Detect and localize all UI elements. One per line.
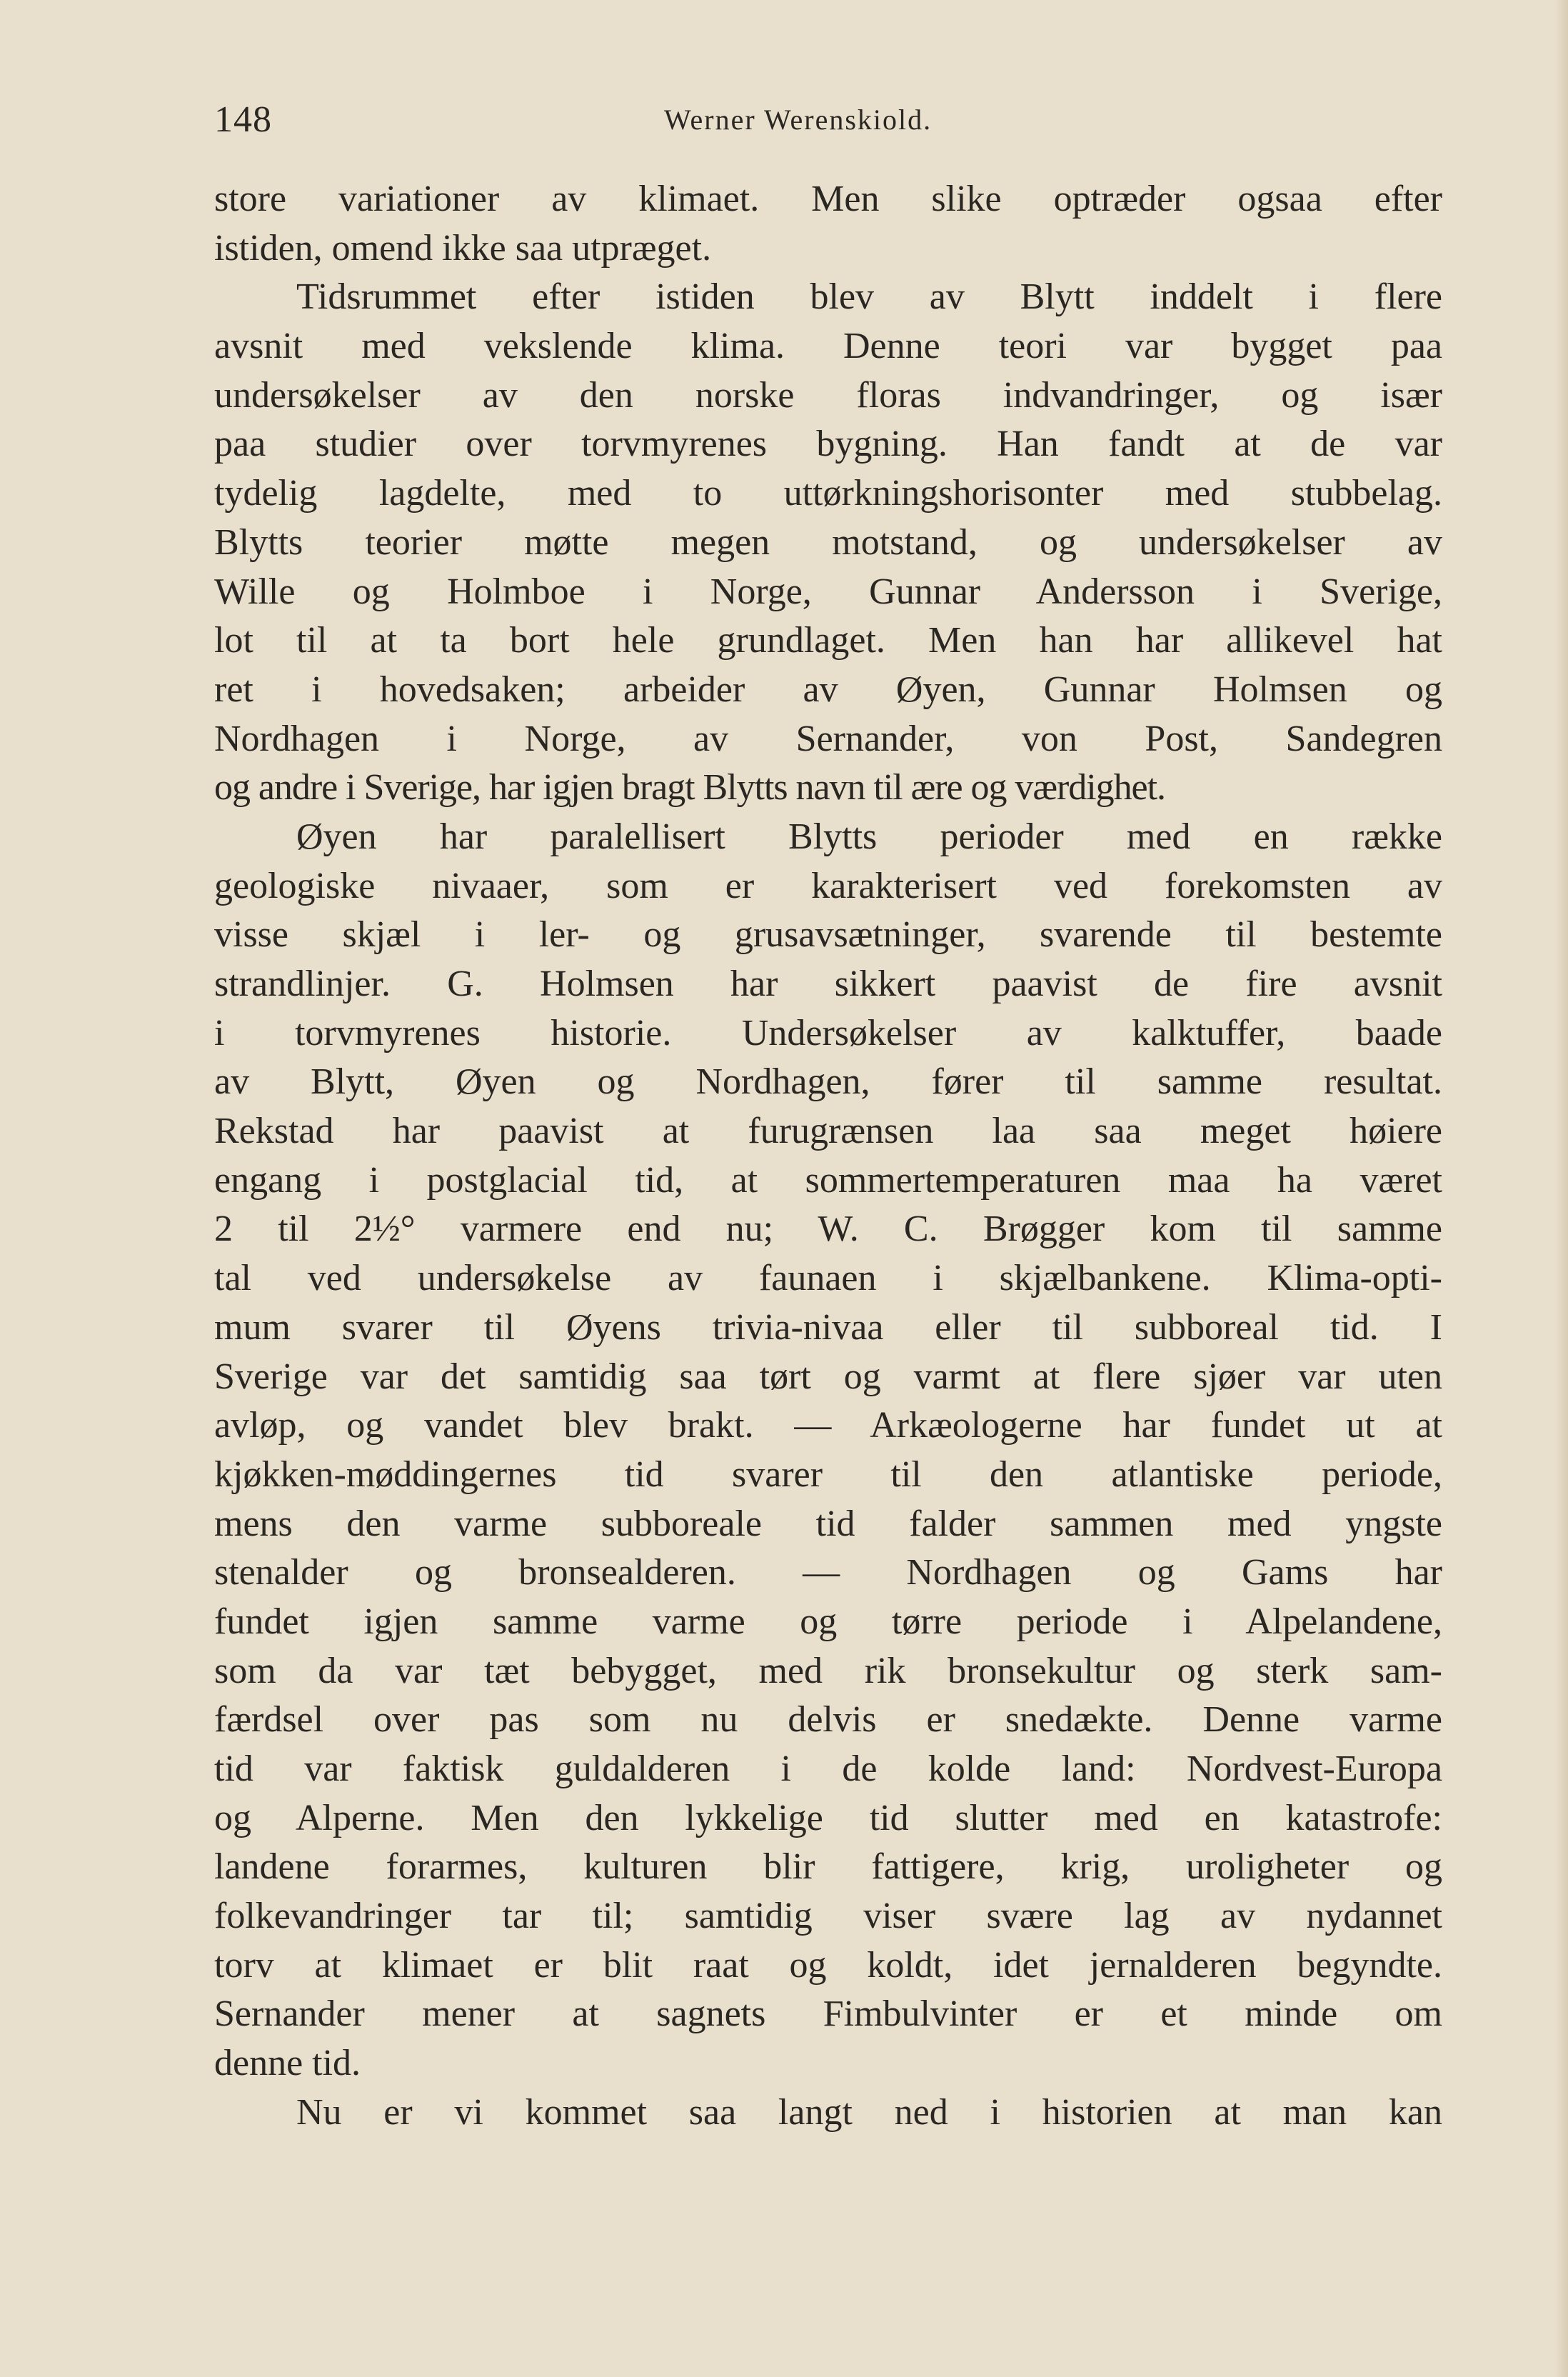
text-line: visse skjæl i ler- og grusavsætninger, svarende til bestemte xyxy=(214,914,1442,956)
text-line: engang i postglacial tid, at sommertemperaturen maa ha været xyxy=(214,1159,1442,1201)
text-line: Rekstad har paavist at furugrænsen laa saa meget høiere xyxy=(214,1111,1442,1152)
running-head xyxy=(214,91,1442,149)
text-line: Wille og Holmboe i Norge, Gunnar Andersson i Sverige, xyxy=(214,571,1442,612)
text-line: avløp, og vandet blev brakt. — Arkæologerne har fundet ut at xyxy=(214,1405,1442,1446)
running-title: Werner Werenskiold. xyxy=(664,104,933,136)
text-line: Blytts teorier møtte megen motstand, og undersøkelser av xyxy=(214,521,1442,563)
text-line: kjøkken-møddingernes tid svarer til den atlantiske periode, xyxy=(214,1453,1442,1495)
text-line: Nu er vi kommet saa langt ned i historien at man kan xyxy=(296,2091,1442,2133)
text-line: Nordhagen i Norge, av Sernander, von Post, Sandegren xyxy=(214,718,1442,759)
text-line: av Blytt, Øyen og Nordhagen, fører til samme resultat. xyxy=(214,1061,1442,1103)
text-line: stenalder og bronsealderen. — Nordhagen og Gams har xyxy=(214,1552,1442,1593)
text-line: færdsel over pas som nu delvis er snedækte. Denne varme xyxy=(214,1699,1442,1741)
text-line: torv at klimaet er blit raat og koldt, idet jernalderen begyndte. xyxy=(214,1944,1442,1986)
text-body xyxy=(214,175,1442,2138)
text-line: avsnit med vekslende klima. Denne teori var bygget paa xyxy=(214,326,1442,367)
text-line: Sernander mener at sagnets Fimbulvinter er et minde om xyxy=(214,1993,1442,2035)
text-line: geologiske nivaaer, som er karakterisert ved forekomsten av xyxy=(214,865,1442,906)
text-line: 2 til 2½° varmere end nu; W. C. Brøgger kom til samme xyxy=(214,1208,1442,1250)
text-line: landene forarmes, kulturen blir fattigere, krig, uroligheter og xyxy=(214,1846,1442,1888)
text-line: denne tid. xyxy=(214,2043,361,2084)
page-edge xyxy=(1555,0,1568,2377)
text-line: tydelig lagdelte, med to uttørkningshorisonter med stubbelag. xyxy=(214,473,1442,514)
text-line: fundet igjen samme varme og tørre periode i Alpelandene, xyxy=(214,1601,1442,1642)
page-number: 148 xyxy=(214,99,272,140)
text-line: mens den varme subboreale tid falder sammen med yngste xyxy=(214,1503,1442,1544)
text-line: paa studier over torvmyrenes bygning. Han fandt at de var xyxy=(214,424,1442,465)
text-line: og andre i Sverige, har igjen bragt Blytts navn til ære og værdighet. xyxy=(214,767,1165,809)
text-line: ret i hovedsaken; arbeider av Øyen, Gunnar Holmsen og xyxy=(214,669,1442,710)
text-line: istiden, omend ikke saa utpræget. xyxy=(214,227,712,269)
text-line: tal ved undersøkelse av faunaen i skjælbankene. Klima-opti- xyxy=(214,1258,1442,1299)
text-line: store variationer av klimaet. Men slike optræder ogsaa efter xyxy=(214,179,1442,219)
text-line: Tidsrummet efter istiden blev av Blytt inddelt i flere xyxy=(296,276,1442,318)
text-line: strandlinjer. G. Holmsen har sikkert paavist de fire avsnit xyxy=(214,964,1442,1004)
text-line: som da var tæt bebygget, med rik bronsekultur og sterk sam- xyxy=(214,1650,1442,1691)
text-line: og Alperne. Men den lykkelige tid slutter med en katastrofe: xyxy=(214,1797,1442,1838)
text-line: i torvmyrenes historie. Undersøkelser av kalktuffer, baade xyxy=(214,1012,1442,1054)
text-line: mum svarer til Øyens trivia-nivaa eller til subboreal tid. I xyxy=(214,1306,1442,1348)
text-line: tid var faktisk guldalderen i de kolde land: Nordvest-Europa xyxy=(214,1748,1442,1789)
text-line: Sverige var det samtidig saa tørt og varmt at flere sjøer var uten xyxy=(214,1356,1442,1397)
text-line: undersøkelser av den norske floras indvandringer, og især xyxy=(214,374,1442,416)
text-line: Øyen har paralellisert Blytts perioder med en række xyxy=(296,816,1442,857)
text-line: lot til at ta bort hele grundlaget. Men han har allikevel hat xyxy=(214,620,1442,661)
text-line: folkevandringer tar til; samtidig viser svære lag av nydannet xyxy=(214,1896,1442,1937)
